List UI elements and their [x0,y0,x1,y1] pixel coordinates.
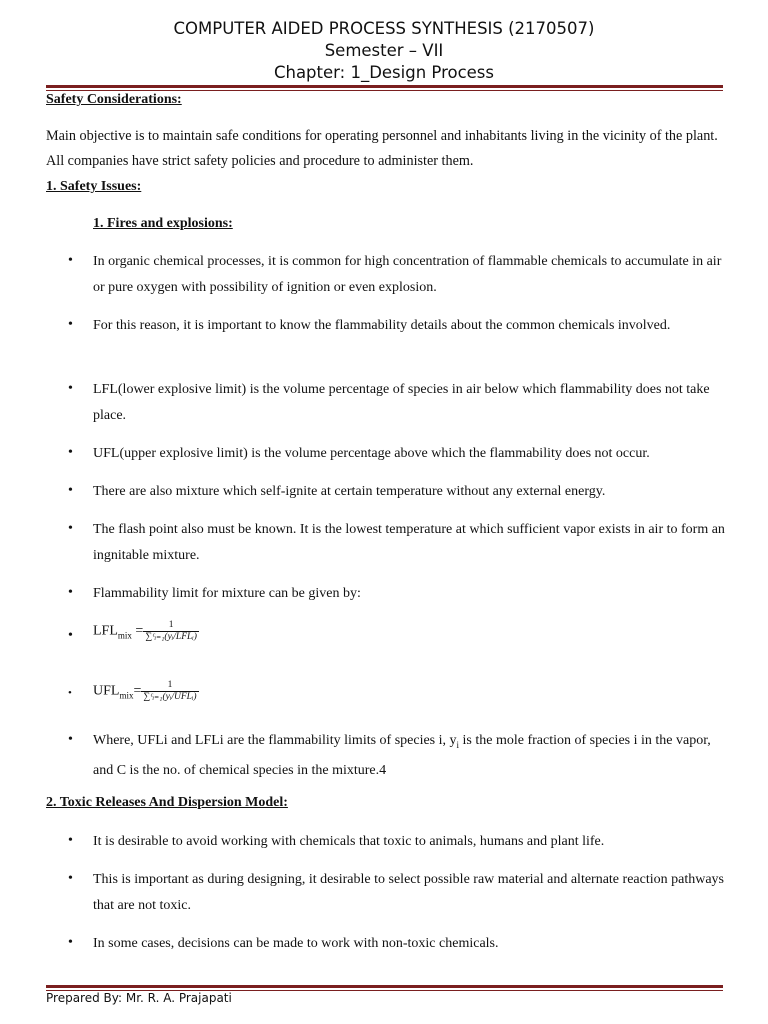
list-item: It is desirable to avoid working with chemicals that toxic to animals, humans and plant life. [93,834,605,849]
where-text-suffix: is the mole fraction of species i in the vapor, and C is the no. of chemical species in the mixture.4 [93,733,711,779]
ufl-equals: = [133,683,142,699]
safety-issues-heading: 1. Safety Issues: [46,179,142,194]
bullet-dot: • [68,833,73,848]
bullet-dot: • [68,687,72,699]
list-item: LFL(lower explosive limit) is the volume percentage of species in air below which flammability does not take place. [93,382,710,423]
bullet-dot: • [68,935,73,950]
where-subscript: i [456,739,460,750]
list-item: There are also mixture which self-ignite at certain temperature without any external energy. [93,484,606,499]
list-item: This is important as during designing, it desirable to select possible raw material and alternate reaction pathways that are not toxic. [93,872,724,913]
lfl-fraction [143,620,199,643]
bullet-dot: • [68,521,73,536]
ufl-denominator: ∑ᶜᵢ₌₁(yᵢ/UFLᵢ) [143,692,197,702]
list-item: The flash point also must be known. It is the lowest temperature at which sufficient vapor exists in air to form an ingnitable mixture. [93,522,725,563]
lfl-mix-formula [93,620,199,643]
where-text-prefix: Where, UFLi and LFLi are the flammability limits of species i, y [93,733,457,748]
bullet-dot: • [68,732,73,747]
bullet-dot: • [68,445,73,460]
list-item: UFL(upper explosive limit) is the volume percentage above which the flammability does not occur. [93,446,650,461]
bullet-dot: • [68,381,73,396]
lfl-label: LFL [93,623,118,639]
page-header [0,18,768,84]
prepared-by: Prepared By: Mr. R. A. Prajapati [46,991,232,1005]
list-item: Flammability limit for mixture can be given by: [93,586,361,601]
lfl-equals: = [131,623,144,639]
bullet-dot: • [68,628,73,643]
where-definition [93,728,725,784]
list-item: In organic chemical processes, it is common for high concentration of flammable chemicals to accumulate in air or pure oxygen with possibility of ignition or even explosion. [93,254,722,295]
safety-considerations-heading: Safety Considerations: [46,92,182,107]
bullet-dot: • [68,317,73,332]
bullet-dot: • [68,483,73,498]
bullet-dot: • [68,585,73,600]
chapter-title: Chapter: 1_Design Process [273,63,495,82]
bullet-dot: • [68,253,73,268]
header-divider [46,85,723,91]
fires-explosions-subheading: 1. Fires and explosions: [93,216,233,231]
course-title: COMPUTER AIDED PROCESS SYNTHESIS (2170507) [173,19,595,38]
ufl-numerator: 1 [141,680,198,692]
list-item: In some cases, decisions can be made to work with non-toxic chemicals. [93,936,499,951]
semester-label: Semester – VII [324,41,444,60]
ufl-fraction [141,680,198,703]
bullet-dot: • [68,871,73,886]
safety-intro-paragraph: Main objective is to maintain safe conditions for operating personnel and inhabitants living in the vicinity of the plant. All companies have strict safety policies and procedure to administer them. [46,128,718,169]
lfl-numerator: 1 [143,620,199,632]
ufl-subscript: mix [119,690,134,701]
lfl-denominator: ∑ᶜᵢ₌₁(yᵢ/LFLᵢ) [145,632,197,642]
ufl-label: UFL [93,683,120,699]
ufl-mix-formula [93,680,199,703]
list-item: For this reason, it is important to know the flammability details about the common chemicals involved. [93,318,671,333]
toxic-releases-heading: 2. Toxic Releases And Dispersion Model: [46,795,288,810]
lfl-subscript: mix [117,630,132,641]
